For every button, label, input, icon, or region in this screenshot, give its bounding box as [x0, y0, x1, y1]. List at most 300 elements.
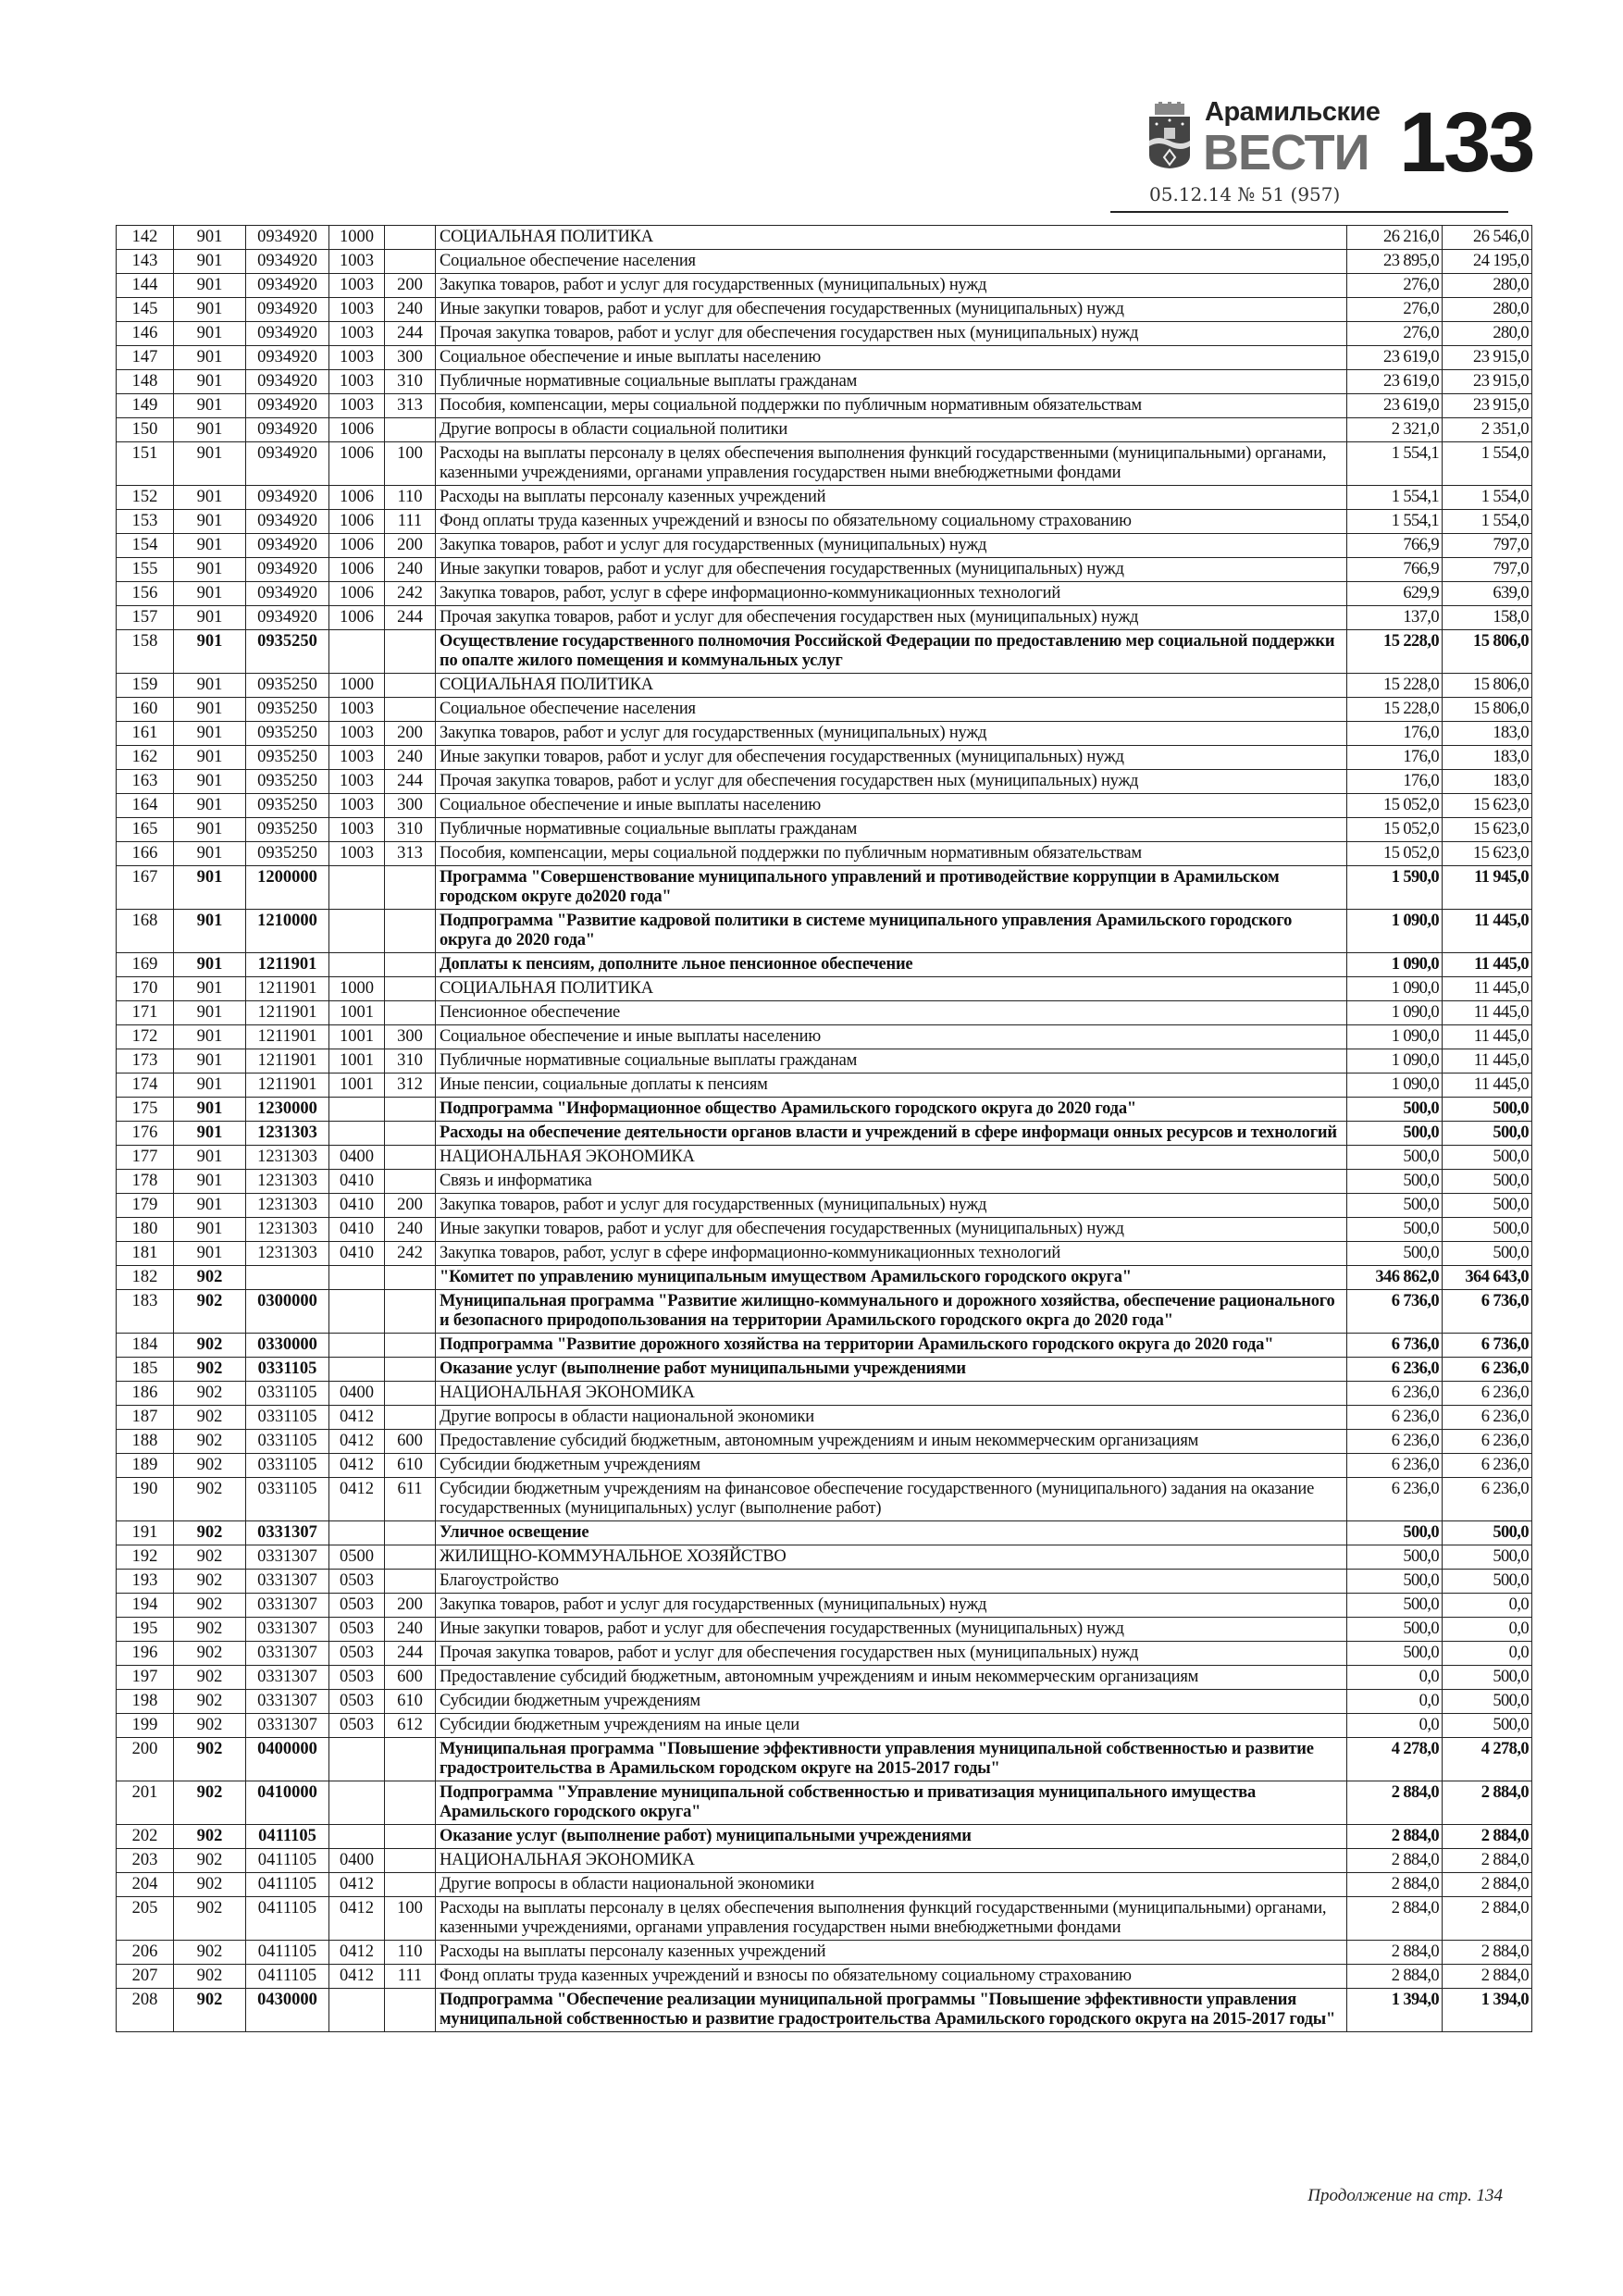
- row-number-cell: 175: [117, 1098, 174, 1122]
- description-cell: Программа "Совершенствование муниципального управлений и противодействие коррупции в Арамильском городском округе до2020 года": [436, 866, 1347, 910]
- expense-type-code-cell: 300: [385, 794, 436, 818]
- csr-code-cell: 0934920: [246, 250, 329, 274]
- amount-2016-cell: 11 945,0: [1443, 866, 1532, 910]
- amount-2015-cell: 23 619,0: [1347, 394, 1443, 418]
- csr-code-cell: 1231303: [246, 1218, 329, 1242]
- expense-type-code-cell: [385, 1781, 436, 1825]
- kvsr-code-cell: 902: [174, 1941, 246, 1965]
- expense-type-code-cell: [385, 1873, 436, 1897]
- description-cell: Закупка товаров, работ, услуг в сфере информационно-коммуникационных технологий: [436, 582, 1347, 606]
- table-row: [117, 866, 1532, 910]
- section-code-cell: 1006: [329, 418, 385, 442]
- amount-2016-cell: 2 884,0: [1443, 1941, 1532, 1965]
- expense-type-code-cell: [385, 1001, 436, 1025]
- kvsr-code-cell: 902: [174, 1521, 246, 1545]
- kvsr-code-cell: 902: [174, 1738, 246, 1781]
- amount-2016-cell: 2 884,0: [1443, 1825, 1532, 1849]
- row-number-cell: 202: [117, 1825, 174, 1849]
- amount-2015-cell: 629,9: [1347, 582, 1443, 606]
- amount-2016-cell: 0,0: [1443, 1642, 1532, 1666]
- row-number-cell: 174: [117, 1074, 174, 1098]
- description-cell: СОЦИАЛЬНАЯ ПОЛИТИКА: [436, 977, 1347, 1001]
- kvsr-code-cell: 901: [174, 606, 246, 630]
- csr-code-cell: 0934920: [246, 582, 329, 606]
- table-row: [117, 606, 1532, 630]
- expense-type-code-cell: 611: [385, 1478, 436, 1521]
- table-row: [117, 1454, 1532, 1478]
- kvsr-code-cell: 902: [174, 1965, 246, 1989]
- expense-type-code-cell: 242: [385, 1242, 436, 1266]
- description-cell: Подпрограмма "Развитие кадровой политики в системе муниципального управления Арамильского городского округа до 2020 года": [436, 910, 1347, 953]
- amount-2016-cell: 15 623,0: [1443, 842, 1532, 866]
- description-cell: Субсидии бюджетным учреждениям на финансовое обеспечение государственного (муниципального) задания на оказание государственных (муниципальных) услуг (выполнение работ): [436, 1478, 1347, 1521]
- table-row: [117, 1146, 1532, 1170]
- amount-2015-cell: 1 090,0: [1347, 1025, 1443, 1049]
- amount-2015-cell: 6 736,0: [1347, 1334, 1443, 1358]
- description-cell: Расходы на выплаты персоналу в целях обеспечения выполнения функций государственными (муниципальными) органами, казенными учреждениями, органами управления государствен ными внебюджетными фондами: [436, 442, 1347, 486]
- kvsr-code-cell: 902: [174, 1358, 246, 1382]
- row-number-cell: 190: [117, 1478, 174, 1521]
- amount-2016-cell: 2 884,0: [1443, 1873, 1532, 1897]
- section-code-cell: 0410: [329, 1242, 385, 1266]
- section-code-cell: [329, 1781, 385, 1825]
- section-code-cell: 1001: [329, 1074, 385, 1098]
- brand-name-top: Арамильские: [1205, 97, 1381, 127]
- amount-2015-cell: 6 236,0: [1347, 1406, 1443, 1430]
- row-number-cell: 143: [117, 250, 174, 274]
- brand-name-main: ВЕСТИ: [1203, 125, 1369, 180]
- table-row: [117, 1242, 1532, 1266]
- kvsr-code-cell: 901: [174, 722, 246, 746]
- expense-type-code-cell: [385, 674, 436, 698]
- amount-2016-cell: 23 915,0: [1443, 370, 1532, 394]
- csr-code-cell: 0331307: [246, 1714, 329, 1738]
- kvsr-code-cell: 902: [174, 1545, 246, 1570]
- description-cell: Благоустройство: [436, 1570, 1347, 1594]
- csr-code-cell: 1231303: [246, 1146, 329, 1170]
- table-row: [117, 1570, 1532, 1594]
- table-row: [117, 1025, 1532, 1049]
- amount-2015-cell: 23 619,0: [1347, 346, 1443, 370]
- csr-code-cell: 0935250: [246, 746, 329, 770]
- amount-2016-cell: 0,0: [1443, 1594, 1532, 1618]
- section-code-cell: [329, 1738, 385, 1781]
- section-code-cell: 1001: [329, 1049, 385, 1074]
- amount-2016-cell: 6 236,0: [1443, 1454, 1532, 1478]
- expense-type-code-cell: 110: [385, 486, 436, 510]
- amount-2015-cell: 766,9: [1347, 558, 1443, 582]
- table-row: [117, 698, 1532, 722]
- kvsr-code-cell: 901: [174, 442, 246, 486]
- kvsr-code-cell: 902: [174, 1406, 246, 1430]
- description-cell: Иные пенсии, социальные доплаты к пенсиям: [436, 1074, 1347, 1098]
- row-number-cell: 158: [117, 630, 174, 674]
- table-row: [117, 1873, 1532, 1897]
- csr-code-cell: 0331105: [246, 1454, 329, 1478]
- section-code-cell: 1006: [329, 510, 385, 534]
- kvsr-code-cell: 902: [174, 1897, 246, 1941]
- kvsr-code-cell: 901: [174, 1025, 246, 1049]
- expense-type-code-cell: 111: [385, 510, 436, 534]
- table-row: [117, 274, 1532, 298]
- csr-code-cell: 0934920: [246, 418, 329, 442]
- expense-type-code-cell: [385, 250, 436, 274]
- newspaper-masthead: [1138, 96, 1545, 211]
- kvsr-code-cell: 902: [174, 1454, 246, 1478]
- description-cell: Социальное обеспечение и иные выплаты населению: [436, 1025, 1347, 1049]
- description-cell: Другие вопросы в области социальной политики: [436, 418, 1347, 442]
- amount-2016-cell: 2 351,0: [1443, 418, 1532, 442]
- csr-code-cell: 0935250: [246, 630, 329, 674]
- table-row: [117, 842, 1532, 866]
- table-row: [117, 1478, 1532, 1521]
- table-row: [117, 1170, 1532, 1194]
- amount-2016-cell: 500,0: [1443, 1194, 1532, 1218]
- section-code-cell: 1001: [329, 1025, 385, 1049]
- expense-type-code-cell: 200: [385, 1194, 436, 1218]
- row-number-cell: 168: [117, 910, 174, 953]
- expense-type-code-cell: 200: [385, 722, 436, 746]
- kvsr-code-cell: 901: [174, 1242, 246, 1266]
- kvsr-code-cell: 901: [174, 1122, 246, 1146]
- row-number-cell: 151: [117, 442, 174, 486]
- row-number-cell: 197: [117, 1666, 174, 1690]
- amount-2016-cell: 23 915,0: [1443, 346, 1532, 370]
- kvsr-code-cell: 902: [174, 1690, 246, 1714]
- amount-2016-cell: 15 806,0: [1443, 698, 1532, 722]
- csr-code-cell: 1200000: [246, 866, 329, 910]
- row-number-cell: 161: [117, 722, 174, 746]
- kvsr-code-cell: 902: [174, 1266, 246, 1290]
- row-number-cell: 157: [117, 606, 174, 630]
- csr-code-cell: 0411105: [246, 1873, 329, 1897]
- expense-type-code-cell: 244: [385, 1642, 436, 1666]
- amount-2016-cell: 11 445,0: [1443, 1001, 1532, 1025]
- amount-2016-cell: 11 445,0: [1443, 1074, 1532, 1098]
- amount-2016-cell: 6 236,0: [1443, 1358, 1532, 1382]
- expense-type-code-cell: 240: [385, 558, 436, 582]
- amount-2016-cell: 1 394,0: [1443, 1989, 1532, 2032]
- kvsr-code-cell: 901: [174, 510, 246, 534]
- amount-2015-cell: 1 090,0: [1347, 1049, 1443, 1074]
- table-row: [117, 298, 1532, 322]
- amount-2015-cell: 1 590,0: [1347, 866, 1443, 910]
- row-number-cell: 159: [117, 674, 174, 698]
- kvsr-code-cell: 902: [174, 1642, 246, 1666]
- expense-type-code-cell: [385, 1570, 436, 1594]
- table-row: [117, 722, 1532, 746]
- csr-code-cell: 1231303: [246, 1242, 329, 1266]
- expense-type-code-cell: [385, 226, 436, 250]
- csr-code-cell: 0331307: [246, 1666, 329, 1690]
- description-cell: СОЦИАЛЬНАЯ ПОЛИТИКА: [436, 226, 1347, 250]
- description-cell: Подпрограмма "Развитие дорожного хозяйства на территории Арамильского городского округа до 2020 года": [436, 1334, 1347, 1358]
- row-number-cell: 185: [117, 1358, 174, 1382]
- section-code-cell: 1003: [329, 770, 385, 794]
- expense-type-code-cell: 612: [385, 1714, 436, 1738]
- row-number-cell: 156: [117, 582, 174, 606]
- amount-2016-cell: 500,0: [1443, 1570, 1532, 1594]
- amount-2015-cell: 2 884,0: [1347, 1873, 1443, 1897]
- table-row: [117, 370, 1532, 394]
- expense-type-code-cell: [385, 1098, 436, 1122]
- amount-2016-cell: 158,0: [1443, 606, 1532, 630]
- row-number-cell: 182: [117, 1266, 174, 1290]
- description-cell: Закупка товаров, работ и услуг для государственных (муниципальных) нужд: [436, 1194, 1347, 1218]
- section-code-cell: 1006: [329, 558, 385, 582]
- expense-type-code-cell: 312: [385, 1074, 436, 1098]
- amount-2016-cell: 500,0: [1443, 1690, 1532, 1714]
- csr-code-cell: 0411105: [246, 1849, 329, 1873]
- expense-type-code-cell: [385, 1545, 436, 1570]
- kvsr-code-cell: 901: [174, 322, 246, 346]
- amount-2016-cell: 1 554,0: [1443, 486, 1532, 510]
- row-number-cell: 184: [117, 1334, 174, 1358]
- row-number-cell: 183: [117, 1290, 174, 1334]
- description-cell: Связь и информатика: [436, 1170, 1347, 1194]
- csr-code-cell: 0935250: [246, 674, 329, 698]
- kvsr-code-cell: 902: [174, 1430, 246, 1454]
- row-number-cell: 152: [117, 486, 174, 510]
- table-row: [117, 1074, 1532, 1098]
- table-row: [117, 977, 1532, 1001]
- amount-2016-cell: 6 736,0: [1443, 1290, 1532, 1334]
- amount-2015-cell: 2 884,0: [1347, 1941, 1443, 1965]
- row-number-cell: 173: [117, 1049, 174, 1074]
- budget-table-body: [117, 226, 1532, 2032]
- section-code-cell: 1003: [329, 274, 385, 298]
- description-cell: Иные закупки товаров, работ и услуг для обеспечения государственных (муниципальных) нужд: [436, 1218, 1347, 1242]
- csr-code-cell: 0331105: [246, 1406, 329, 1430]
- amount-2015-cell: 346 862,0: [1347, 1266, 1443, 1290]
- amount-2015-cell: 500,0: [1347, 1146, 1443, 1170]
- kvsr-code-cell: 902: [174, 1666, 246, 1690]
- section-code-cell: 1003: [329, 794, 385, 818]
- description-cell: Прочая закупка товаров, работ и услуг для обеспечения государствен ных (муниципальных) нужд: [436, 322, 1347, 346]
- row-number-cell: 170: [117, 977, 174, 1001]
- amount-2015-cell: 1 554,1: [1347, 486, 1443, 510]
- csr-code-cell: 0934920: [246, 322, 329, 346]
- csr-code-cell: 1231303: [246, 1194, 329, 1218]
- kvsr-code-cell: 901: [174, 630, 246, 674]
- expense-type-code-cell: 200: [385, 534, 436, 558]
- description-cell: Прочая закупка товаров, работ и услуг для обеспечения государствен ных (муниципальных) нужд: [436, 770, 1347, 794]
- amount-2015-cell: 1 554,1: [1347, 442, 1443, 486]
- expense-type-code-cell: [385, 977, 436, 1001]
- csr-code-cell: [246, 1266, 329, 1290]
- section-code-cell: 0400: [329, 1849, 385, 1873]
- amount-2015-cell: 6 236,0: [1347, 1430, 1443, 1454]
- amount-2015-cell: 23 895,0: [1347, 250, 1443, 274]
- kvsr-code-cell: 901: [174, 1074, 246, 1098]
- amount-2016-cell: 2 884,0: [1443, 1781, 1532, 1825]
- row-number-cell: 148: [117, 370, 174, 394]
- kvsr-code-cell: 901: [174, 698, 246, 722]
- section-code-cell: [329, 953, 385, 977]
- description-cell: Подпрограмма "Информационное общество Арамильского городского округа до 2020 года": [436, 1098, 1347, 1122]
- row-number-cell: 155: [117, 558, 174, 582]
- csr-code-cell: 1211901: [246, 1049, 329, 1074]
- section-code-cell: 1006: [329, 582, 385, 606]
- amount-2016-cell: 500,0: [1443, 1242, 1532, 1266]
- description-cell: Социальное обеспечение и иные выплаты населению: [436, 794, 1347, 818]
- expense-type-code-cell: 310: [385, 1049, 436, 1074]
- section-code-cell: 0410: [329, 1170, 385, 1194]
- amount-2016-cell: 280,0: [1443, 298, 1532, 322]
- amount-2015-cell: 500,0: [1347, 1570, 1443, 1594]
- amount-2015-cell: 1 394,0: [1347, 1989, 1443, 2032]
- issue-date-number: 05.12.14 № 51 (957): [1149, 183, 1341, 205]
- amount-2015-cell: 1 090,0: [1347, 977, 1443, 1001]
- row-number-cell: 147: [117, 346, 174, 370]
- section-code-cell: 0412: [329, 1478, 385, 1521]
- description-cell: Расходы на выплаты персоналу казенных учреждений: [436, 1941, 1347, 1965]
- description-cell: Закупка товаров, работ и услуг для государственных (муниципальных) нужд: [436, 534, 1347, 558]
- row-number-cell: 191: [117, 1521, 174, 1545]
- description-cell: Муниципальная программа "Развитие жилищно-коммунального и дорожного хозяйства, обеспечение рационального и безопасного природопользования на территории Арамильского городского окрга до 2020 года": [436, 1290, 1347, 1334]
- description-cell: Уличное освещение: [436, 1521, 1347, 1545]
- csr-code-cell: 0934920: [246, 606, 329, 630]
- row-number-cell: 160: [117, 698, 174, 722]
- csr-code-cell: 0411105: [246, 1825, 329, 1849]
- row-number-cell: 187: [117, 1406, 174, 1430]
- section-code-cell: 0503: [329, 1690, 385, 1714]
- kvsr-code-cell: 901: [174, 298, 246, 322]
- section-code-cell: [329, 1290, 385, 1334]
- table-row: [117, 1194, 1532, 1218]
- table-row: [117, 1358, 1532, 1382]
- description-cell: Пенсионное обеспечение: [436, 1001, 1347, 1025]
- table-row: [117, 510, 1532, 534]
- kvsr-code-cell: 901: [174, 818, 246, 842]
- expense-type-code-cell: [385, 1146, 436, 1170]
- section-code-cell: 0412: [329, 1873, 385, 1897]
- csr-code-cell: 0400000: [246, 1738, 329, 1781]
- expense-type-code-cell: 100: [385, 1897, 436, 1941]
- csr-code-cell: 0410000: [246, 1781, 329, 1825]
- csr-code-cell: 0411105: [246, 1965, 329, 1989]
- amount-2016-cell: 15 623,0: [1443, 794, 1532, 818]
- table-row: [117, 1218, 1532, 1242]
- csr-code-cell: 0935250: [246, 722, 329, 746]
- description-cell: Закупка товаров, работ и услуг для государственных (муниципальных) нужд: [436, 1594, 1347, 1618]
- csr-code-cell: 0934920: [246, 226, 329, 250]
- section-code-cell: 1003: [329, 746, 385, 770]
- expense-type-code-cell: [385, 1290, 436, 1334]
- kvsr-code-cell: 901: [174, 1049, 246, 1074]
- description-cell: Расходы на выплаты персоналу в целях обеспечения выполнения функций государственными (муниципальными) органами, казенными учреждениями, органами управления государствен ными внебюджетными фондами: [436, 1897, 1347, 1941]
- kvsr-code-cell: 901: [174, 866, 246, 910]
- expense-type-code-cell: [385, 1406, 436, 1430]
- section-code-cell: 0412: [329, 1430, 385, 1454]
- section-code-cell: 0503: [329, 1570, 385, 1594]
- description-cell: Предоставление субсидий бюджетным, автономным учреждениям и иным некоммерческим организациям: [436, 1430, 1347, 1454]
- expense-type-code-cell: 242: [385, 582, 436, 606]
- csr-code-cell: 0331307: [246, 1594, 329, 1618]
- description-cell: НАЦИОНАЛЬНАЯ ЭКОНОМИКА: [436, 1849, 1347, 1873]
- expense-type-code-cell: 313: [385, 394, 436, 418]
- row-number-cell: 146: [117, 322, 174, 346]
- description-cell: Социальное обеспечение населения: [436, 698, 1347, 722]
- csr-code-cell: 1211901: [246, 953, 329, 977]
- amount-2015-cell: 0,0: [1347, 1714, 1443, 1738]
- table-row: [117, 322, 1532, 346]
- amount-2016-cell: 11 445,0: [1443, 953, 1532, 977]
- amount-2016-cell: 183,0: [1443, 770, 1532, 794]
- amount-2015-cell: 500,0: [1347, 1618, 1443, 1642]
- row-number-cell: 205: [117, 1897, 174, 1941]
- table-row: [117, 582, 1532, 606]
- amount-2015-cell: 276,0: [1347, 298, 1443, 322]
- section-code-cell: 1006: [329, 606, 385, 630]
- amount-2016-cell: 2 884,0: [1443, 1849, 1532, 1873]
- csr-code-cell: 0331307: [246, 1545, 329, 1570]
- section-code-cell: [329, 866, 385, 910]
- csr-code-cell: 0411105: [246, 1897, 329, 1941]
- description-cell: Муниципальная программа "Повышение эффективности управления муниципальной собственностью и развитие градостроительства в Арамильском городском округе на 2015-2017 годы": [436, 1738, 1347, 1781]
- expense-type-code-cell: 244: [385, 770, 436, 794]
- table-row: [117, 1897, 1532, 1941]
- description-cell: Осуществление государственного полномочия Российской Федерации по предоставлению мер социальной поддержки по опалте жилого помещения и коммунальных услуг: [436, 630, 1347, 674]
- kvsr-code-cell: 901: [174, 250, 246, 274]
- csr-code-cell: 0411105: [246, 1941, 329, 1965]
- table-row: [117, 1781, 1532, 1825]
- csr-code-cell: 0331307: [246, 1521, 329, 1545]
- description-cell: Подпрограмма "Управление муниципальной собственностью и приватизация муниципального имущества Арамильского городского округа": [436, 1781, 1347, 1825]
- csr-code-cell: 0331105: [246, 1478, 329, 1521]
- table-row: [117, 250, 1532, 274]
- csr-code-cell: 0331307: [246, 1618, 329, 1642]
- table-row: [117, 794, 1532, 818]
- section-code-cell: 0503: [329, 1618, 385, 1642]
- amount-2016-cell: 0,0: [1443, 1618, 1532, 1642]
- csr-code-cell: 0934920: [246, 534, 329, 558]
- csr-code-cell: 1210000: [246, 910, 329, 953]
- amount-2015-cell: 1 090,0: [1347, 1001, 1443, 1025]
- expense-type-code-cell: 600: [385, 1666, 436, 1690]
- kvsr-code-cell: 902: [174, 1334, 246, 1358]
- kvsr-code-cell: 902: [174, 1618, 246, 1642]
- section-code-cell: [329, 1122, 385, 1146]
- table-row: [117, 910, 1532, 953]
- table-row: [117, 1049, 1532, 1074]
- amount-2015-cell: 6 236,0: [1347, 1478, 1443, 1521]
- row-number-cell: 163: [117, 770, 174, 794]
- kvsr-code-cell: 901: [174, 1194, 246, 1218]
- amount-2015-cell: 6 236,0: [1347, 1382, 1443, 1406]
- section-code-cell: 1003: [329, 842, 385, 866]
- description-cell: Фонд оплаты труда казенных учреждений и взносы по обязательному социальному страхованию: [436, 1965, 1347, 1989]
- amount-2016-cell: 23 915,0: [1443, 394, 1532, 418]
- expense-type-code-cell: 200: [385, 274, 436, 298]
- description-cell: Другие вопросы в области национальной экономики: [436, 1406, 1347, 1430]
- table-row: [117, 1122, 1532, 1146]
- budget-table: [116, 225, 1532, 2032]
- amount-2015-cell: 15 052,0: [1347, 794, 1443, 818]
- expense-type-code-cell: 244: [385, 322, 436, 346]
- expense-type-code-cell: [385, 1266, 436, 1290]
- section-code-cell: [329, 1989, 385, 2032]
- row-number-cell: 193: [117, 1570, 174, 1594]
- table-row: [117, 442, 1532, 486]
- amount-2016-cell: 11 445,0: [1443, 910, 1532, 953]
- expense-type-code-cell: 600: [385, 1430, 436, 1454]
- table-row: [117, 770, 1532, 794]
- section-code-cell: 0412: [329, 1897, 385, 1941]
- csr-code-cell: 0331307: [246, 1570, 329, 1594]
- section-code-cell: 1003: [329, 370, 385, 394]
- kvsr-code-cell: 901: [174, 842, 246, 866]
